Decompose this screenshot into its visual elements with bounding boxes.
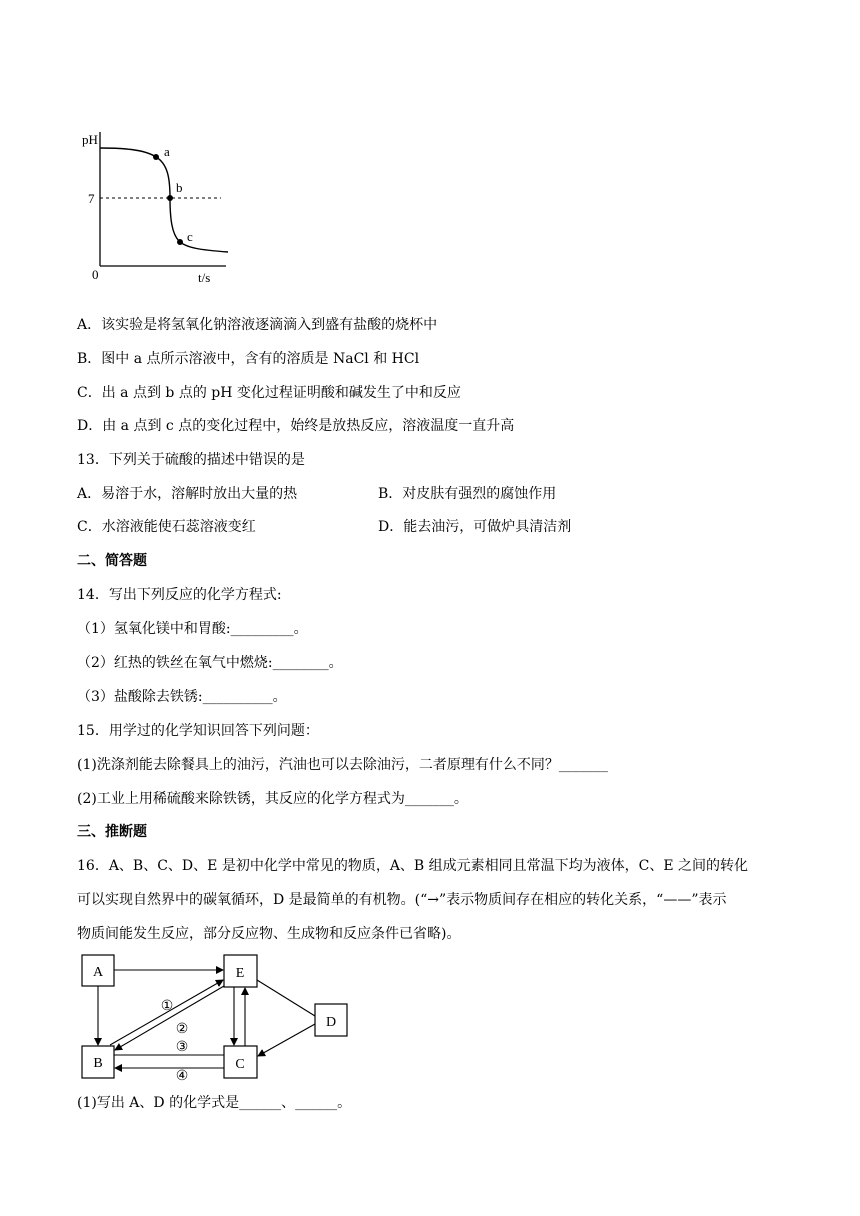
- q12-option-b: B．图中 a 点所示溶液中，含有的溶质是 NaCl 和 HCl: [77, 351, 420, 367]
- section2-title: 二、简答题: [77, 553, 147, 569]
- arrow-label-1: ①: [160, 999, 174, 1014]
- flow-diagram: [78, 952, 368, 1084]
- point-c: [177, 239, 183, 245]
- q15-stem: 15．用学过的化学知识回答下列问题：: [77, 723, 319, 739]
- q12-option-a: A．该实验是将氢氧化钠溶液逐滴滴入到盛有盐酸的烧杯中: [77, 317, 438, 333]
- point-label-c: c: [187, 229, 193, 244]
- q16-line2: 可以实现自然界中的碳氧循环，D 是最简单的有机物。(“→”表示物质间存在相应的转化关系，“——”表示: [77, 892, 727, 908]
- node-d-label: D: [325, 1015, 337, 1030]
- q16-line3: 物质间能发生反应，部分反应物、生成物和反应条件已省略)。: [77, 926, 461, 942]
- q13-option-a: A．易溶于水，溶解时放出大量的热: [77, 486, 298, 502]
- origin-label: 0: [92, 267, 99, 282]
- node-c-label: C: [235, 1057, 245, 1072]
- y-axis-label: pH: [82, 132, 98, 147]
- arrow-label-2: ②: [175, 1022, 189, 1037]
- section3-title: 三、推断题: [77, 824, 147, 840]
- point-b: [167, 195, 173, 201]
- q14-part3: （3）盐酸除去铁锈:__________。: [77, 689, 287, 705]
- point-label-b: b: [176, 180, 183, 195]
- node-b-label: B: [93, 1056, 103, 1071]
- q13-option-d: D．能去油污，可做炉具清洁剂: [378, 519, 572, 535]
- q15-part1: (1)洗涤剂能去除餐具上的油污，汽油也可以去除油污，二者原理有什么不同？_______: [77, 757, 608, 773]
- q13-option-b: B．对皮肤有强烈的腐蚀作用: [378, 486, 557, 502]
- point-a: [153, 154, 159, 160]
- q12-option-c: C．出 a 点到 b 点的 pH 变化过程证明酸和碱发生了中和反应: [77, 385, 461, 401]
- node-a-label: A: [92, 965, 104, 980]
- arrow-label-3: ③: [175, 1040, 189, 1055]
- q16-line1: 16．A、B、C、D、E 是初中化学中常见的物质，A、B 组成元素相同且常温下均为液体，C、E 之间的转化: [77, 858, 749, 874]
- arrow-d-to-c: [258, 1024, 315, 1056]
- q14-part2: （2）红热的铁丝在氧气中燃烧:________。: [77, 655, 343, 671]
- q14-stem: 14．写出下列反应的化学方程式:: [77, 587, 282, 603]
- line-e-d: [257, 980, 315, 1016]
- ph-curve: [100, 148, 228, 252]
- ref-value-label: 7: [88, 191, 95, 206]
- arrow-e-to-b: [115, 986, 224, 1050]
- arrow-label-4: ④: [175, 1069, 189, 1084]
- x-axis-label: t/s: [198, 270, 211, 285]
- point-label-a: a: [164, 144, 170, 159]
- q14-part1: （1）氢氧化镁中和胃酸:_________。: [77, 621, 308, 637]
- q16-part1: (1)写出 A、D 的化学式是______、______。: [77, 1095, 352, 1111]
- q13-stem: 13．下列关于硫酸的描述中错误的是: [77, 452, 305, 468]
- ph-graph: [76, 124, 246, 290]
- q15-part2: (2)工业上用稀硫酸来除铁锈，其反应的化学方程式为_______。: [77, 791, 468, 807]
- q12-option-d: D．由 a 点到 c 点的变化过程中，始终是放热反应，溶液温度一直升高: [77, 418, 515, 434]
- q13-option-c: C．水溶液能使石蕊溶液变红: [77, 519, 256, 535]
- node-e-label: E: [235, 966, 245, 981]
